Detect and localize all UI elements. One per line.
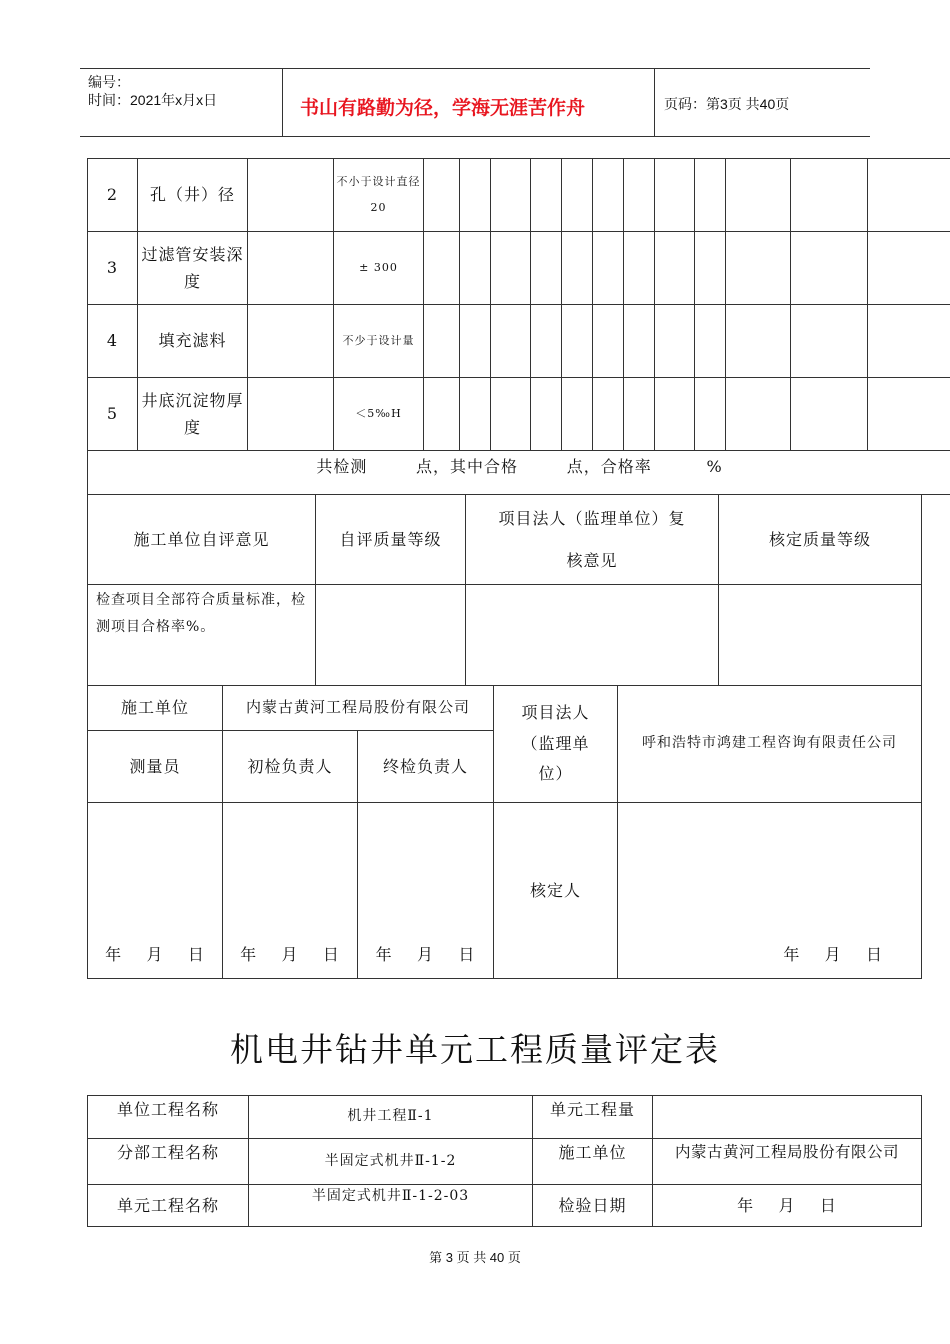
info-value: 内蒙古黄河工程局股份有限公司 (653, 1139, 922, 1185)
opinion-table (87, 494, 922, 686)
final-grade-header: 核定质量等级 (719, 495, 922, 585)
self-grade-header: 自评质量等级 (316, 495, 466, 585)
construction-unit-label: 施工单位 (88, 686, 223, 731)
info-label: 检验日期 (533, 1185, 653, 1227)
standard: ＜5‰H (334, 378, 424, 451)
table-row (88, 305, 950, 378)
page-footer: 第 3 页 共 40 页 (429, 1250, 521, 1265)
check-item: 填充滤料 (138, 305, 248, 378)
table-row (88, 378, 950, 451)
row-number: 5 (88, 378, 138, 451)
check-item: 孔（井）径 (138, 159, 248, 232)
row-number: 4 (88, 305, 138, 378)
check-items-table (87, 158, 950, 495)
construction-unit-value: 内蒙古黄河工程局股份有限公司 (223, 686, 494, 731)
info-value: 机井工程Ⅱ-1 (249, 1096, 533, 1139)
first-inspector-label: 初检负责人 (223, 731, 358, 803)
summary-row (88, 451, 950, 495)
check-item: 井底沉淀物厚度 (138, 378, 248, 451)
form-title: 机电井钻井单元工程质量评定表 (230, 1030, 720, 1069)
info-label: 单元工程名称 (88, 1185, 249, 1227)
owner-value: 呼和浩特市鸿建工程咨询有限责任公司 (618, 686, 922, 803)
info-value: 年 月 日 (653, 1185, 922, 1227)
final-inspector-date: 年 月 日 (358, 803, 494, 979)
surveyor-date: 年 月 日 (88, 803, 223, 979)
row-number: 2 (88, 159, 138, 232)
review-header: 项目法人（监理单位）复核意见 (466, 495, 719, 585)
first-inspector-date: 年 月 日 (223, 803, 358, 979)
summary-line: 共检测 点，其中合格 点，合格率 % (88, 451, 950, 495)
info-label: 单元工程量 (533, 1096, 653, 1139)
info-label: 单位工程名称 (88, 1096, 249, 1139)
self-eval-header: 施工单位自评意见 (88, 495, 316, 585)
final-inspector-label: 终检负责人 (358, 731, 494, 803)
info-table (87, 1095, 922, 1227)
standard: ± 300 (334, 232, 424, 305)
header-page-info: 页码：第3页 共40页 (664, 96, 790, 112)
surveyor-label: 测量员 (88, 731, 223, 803)
info-label: 施工单位 (533, 1139, 653, 1185)
row-number: 3 (88, 232, 138, 305)
info-value: 半固定式机井Ⅱ-1-2 (249, 1139, 533, 1185)
approver-label: 核定人 (494, 803, 618, 979)
header-code-label: 编号： (88, 74, 130, 90)
header-top-rule (80, 68, 870, 69)
header-bottom-rule (80, 136, 870, 137)
table-row (88, 159, 950, 232)
owner-label: 项目法人（监理单位） (494, 686, 618, 803)
header-divider-right (654, 68, 655, 136)
info-value (653, 1096, 922, 1139)
header-time: 时间：2021年x月x日 (88, 92, 218, 108)
signature-table (87, 685, 922, 979)
header-divider-left (282, 68, 283, 136)
approver-date: 年 月 日 (618, 803, 922, 979)
table-row (88, 232, 950, 305)
self-eval-text: 检查项目全部符合质量标准，检测项目合格率%。 (88, 585, 316, 686)
standard: 不少于设计量 (334, 305, 424, 378)
check-item: 过滤管安装深度 (138, 232, 248, 305)
info-label: 分部工程名称 (88, 1139, 249, 1185)
info-value: 半固定式机井Ⅱ-1-2-03 (249, 1185, 533, 1227)
standard: 不小于设计直径20 (334, 159, 424, 232)
header-motto: 书山有路勤为径，学海无涯苦作舟 (300, 97, 586, 119)
